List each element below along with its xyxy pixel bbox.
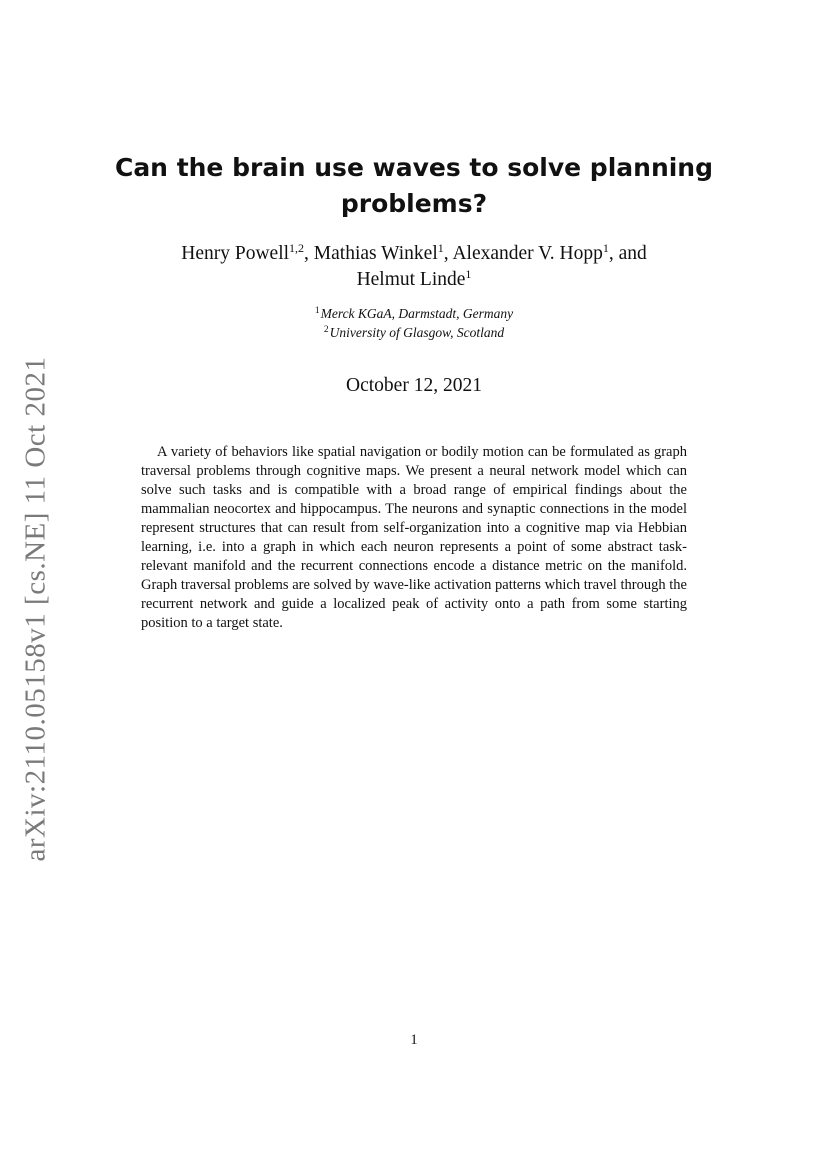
author-name: Henry Powell [181,243,290,264]
paper-title-line-1: Can the brain use waves to solve planning [114,153,714,182]
affiliation-item [200,304,628,323]
paper-title [100,150,728,222]
affiliation-text: Merck KGaA, Darmstadt, Germany [320,306,514,321]
page-number: 1 [410,1032,418,1048]
paper-title-line-2: problems? [340,189,488,218]
abstract-paragraph: A variety of behaviors like spatial navigation or bodily motion can be formulated as graph traversal problems through cognitive maps. We present a neural network model which can solve such tasks and is compatible with a broad range of empirical findings about the mammalian neocortex and hippocampus. The neurons and synaptic connections in the model represent structures that can result from self-organization into a cognitive map via Hebbian learning, i.e. into a graph in which each neuron represents a point of some abstract task-relevant manifold and the recurrent connections encode a distance metric on the manifold. Graph traversal problems are solved by wave-like activation patterns which travel through the recurrent network and guide a localized peak of activity onto a path from some starting position to a target state. [141,444,687,631]
publication-date: October 12, 2021 [346,375,482,396]
author-affiliation-mark: 1,2 [289,241,305,255]
affiliation-text: University of Glasgow, Scotland [329,325,505,340]
author-affiliation-mark: 1 [465,267,472,281]
author-list [120,241,708,293]
affiliation-item [200,323,628,342]
author-name: Helmut Linde [356,269,466,290]
affiliation-number: 1 [314,306,320,316]
author-separator: , [304,243,314,264]
author-separator: , and [608,243,647,264]
affiliation-number: 2 [323,325,329,335]
author-separator: , [443,243,453,264]
author-affiliation-mark: 1 [602,241,609,255]
arxiv-identifier-text: arXiv:2110.05158v1 [cs.NE] 11 Oct 2021 [19,356,52,862]
author-name: Mathias Winkel [313,243,438,264]
author-affiliation-mark: 1 [437,241,444,255]
affiliation-list [200,304,628,342]
author-name: Alexander V. Hopp [452,243,603,264]
